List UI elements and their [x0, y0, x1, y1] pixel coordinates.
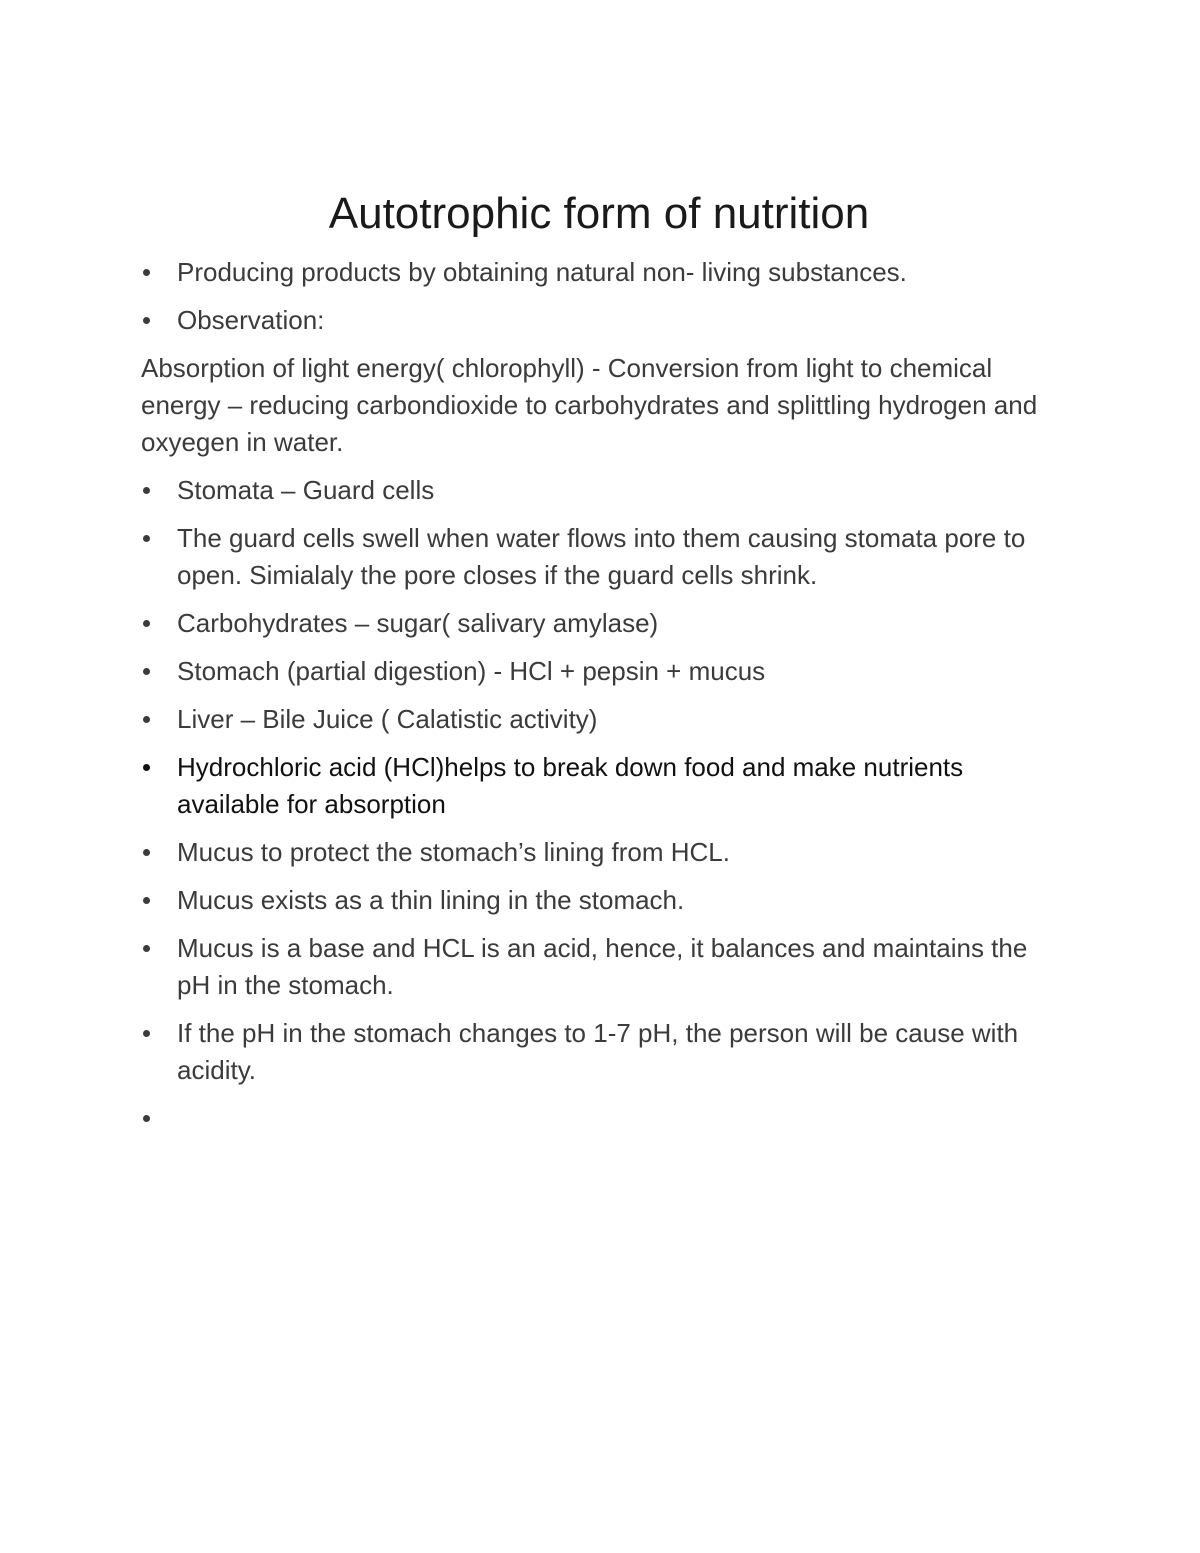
bullet-icon: [143, 269, 150, 276]
bullet-icon: [143, 1030, 150, 1037]
list-item: [141, 302, 1061, 339]
list-item-text: Mucus is a base and HCL is an acid, hence, it balances and maintains the pH in the stomach.: [177, 933, 1028, 1000]
list-item-text: Carbohydrates – sugar( salivary amylase): [177, 608, 659, 638]
observation-paragraph: Absorption of light energy( chlorophyll) - Conversion from light to chemical energy – reducing carbondioxide to carbohydrates and splittling hydrogen and oxyegen in water.: [141, 353, 1038, 457]
list-item-text: Hydrochloric acid (HCl)helps to break down food and make nutrients available for absorption: [177, 752, 964, 819]
bullet-icon: [143, 620, 150, 627]
list-item: [141, 605, 1061, 642]
list-item: [141, 1015, 1061, 1089]
list-item-text: Liver – Bile Juice ( Calatistic activity): [177, 704, 598, 734]
list-item: [141, 701, 1061, 738]
bullet-icon: [143, 668, 150, 675]
bullet-icon: [143, 1115, 150, 1122]
list-item: [141, 254, 1061, 291]
list-item-text: Stomach (partial digestion) - HCl + pepsin + mucus: [177, 656, 766, 686]
document-body: [141, 254, 1061, 1148]
list-item-text: Observation:: [177, 305, 325, 335]
bullet-icon: [143, 716, 150, 723]
list-item: [141, 930, 1061, 1004]
list-item: [141, 472, 1061, 509]
bullet-icon: [143, 487, 150, 494]
list-item-text: Producing products by obtaining natural non- living substances.: [177, 257, 907, 287]
list-item: [141, 1100, 1061, 1137]
list-item-text: Mucus exists as a thin lining in the stomach.: [177, 885, 685, 915]
bullet-icon: [143, 897, 150, 904]
bullet-icon: [143, 764, 150, 771]
page-title: Autotrophic form of nutrition: [328, 189, 870, 238]
list-item-text: The guard cells swell when water flows into them causing stomata pore to open. Simialaly the pore closes if the guard cells shrink.: [177, 523, 1026, 590]
list-item: [141, 653, 1061, 690]
list-item-text: If the pH in the stomach changes to 1-7 pH, the person will be cause with acidity.: [177, 1018, 1019, 1085]
bullet-icon: [143, 849, 150, 856]
notes-list: [141, 472, 1061, 1137]
list-item: [141, 834, 1061, 871]
bullet-icon: [143, 317, 150, 324]
bullet-icon: [143, 535, 150, 542]
list-item: [141, 749, 1061, 823]
list-item: [141, 520, 1061, 594]
list-item-text: Mucus to protect the stomach’s lining from HCL.: [177, 837, 730, 867]
intro-list: [141, 254, 1061, 339]
list-item: [141, 882, 1061, 919]
bullet-icon: [143, 945, 150, 952]
list-item-text: Stomata – Guard cells: [177, 475, 435, 505]
